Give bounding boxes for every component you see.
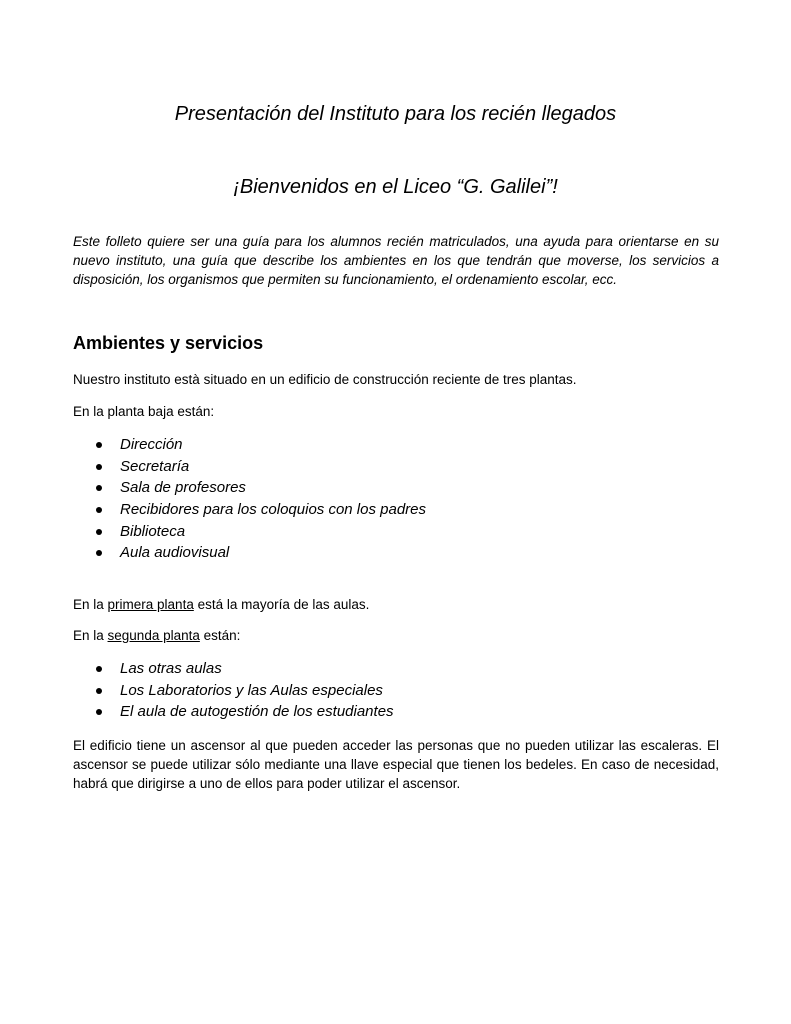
bullet-icon: [96, 550, 102, 556]
text-fragment: En la: [73, 628, 108, 643]
list-item-text: Aula audiovisual: [120, 544, 230, 562]
bullet-icon: [96, 507, 102, 513]
list-item-text: Los Laboratorios y las Aulas especiales: [120, 681, 383, 699]
intro-paragraph: Este folleto quiere ser una guía para los alumnos recién matriculados, una ayuda para orientarse en su nuevo instituto, una guía que describe los ambientes en los que tendrán que moverse, los servicios a disposición, los organismos que permiten su funcionamiento, el ordenamiento escolar, ecc.: [73, 234, 719, 287]
welcome-heading: ¡Bienvenidos en el Liceo “G. Galilei”!: [233, 176, 558, 198]
bullet-icon: [96, 666, 102, 672]
bullet-icon: [96, 709, 102, 715]
text-fragment: están:: [199, 628, 241, 643]
list-item-text: Secretaría: [120, 457, 190, 475]
paragraph-ascensor: El edificio tiene un ascensor al que pueden acceder las personas que no pueden utilizar las escaleras. El ascensor se puede utilizar sólo mediante una llave especial que tienen los bedeles. En caso de necesidad, habrá que dirigirse a uno de ellos para poder utilizar el ascensor.: [73, 738, 719, 791]
list-item-text: El aula de autogestión de los estudiantes: [120, 703, 394, 721]
bullet-icon: [96, 688, 102, 694]
paragraph-primera-planta: [73, 595, 719, 614]
list-item-text: Biblioteca: [120, 522, 186, 540]
list-item-text: Dirección: [120, 436, 183, 453]
paragraph-situado: Nuestro instituto està situado en un edificio de construcción reciente de tres plantas.: [73, 372, 577, 387]
bullet-icon: [96, 442, 102, 448]
paragraph-planta-baja: En la planta baja están:: [73, 404, 215, 419]
document-title: Presentación del Instituto para los recién llegados: [174, 103, 617, 125]
bullet-icon: [96, 529, 102, 535]
bullet-icon: [96, 485, 102, 491]
paragraph-segunda-planta: [73, 626, 719, 645]
text-fragment: está la mayoría de las aulas.: [193, 597, 370, 612]
text-fragment: En la: [73, 597, 108, 612]
list-item-text: Las otras aulas: [120, 660, 222, 677]
list-item-text: Recibidores para los coloquios con los padres: [120, 501, 427, 519]
underlined-term-primera-planta: primera planta: [107, 597, 194, 612]
section-heading-ambientes: Ambientes y servicios: [73, 333, 264, 353]
bullet-icon: [96, 464, 102, 470]
underlined-term-segunda-planta: segunda planta: [107, 628, 200, 643]
list-item-text: Sala de profesores: [120, 479, 246, 497]
